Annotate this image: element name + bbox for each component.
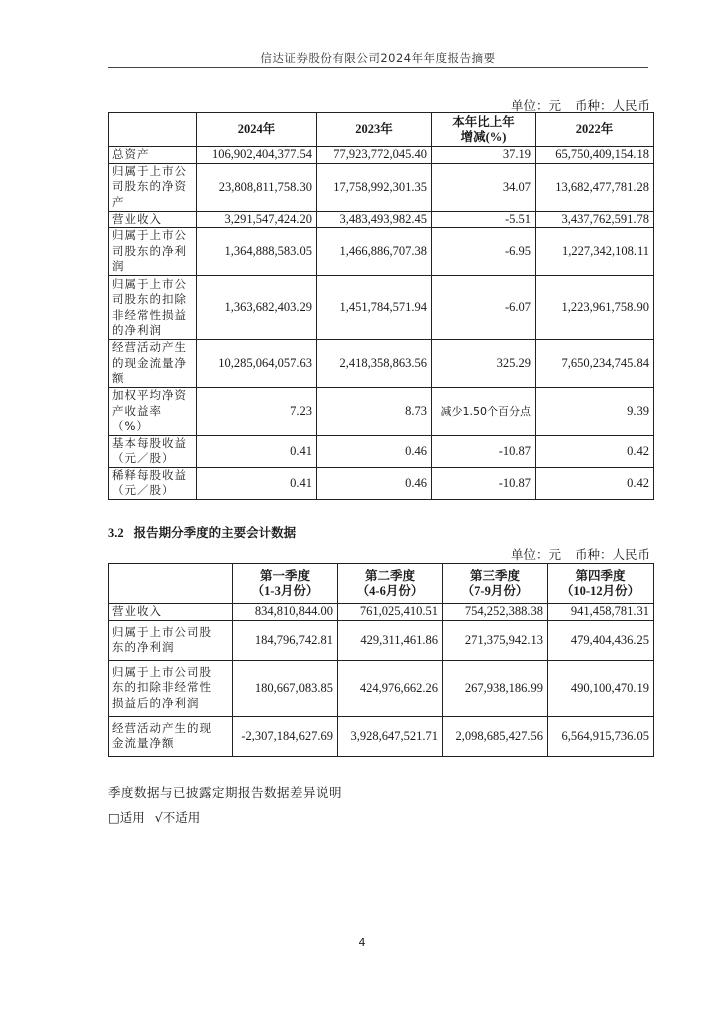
- quarterly-table-header-row: [109, 564, 654, 604]
- value-cell: 1,227,342,108.11: [536, 228, 654, 276]
- value-cell: -10.87: [432, 435, 536, 467]
- value-cell: 3,483,493,982.45: [317, 211, 432, 228]
- value-cell: 7,650,234,745.84: [536, 340, 654, 388]
- value-cell: 941,458,781.31: [548, 604, 654, 621]
- row-label: 归属于上市公 司股东的净利 润: [109, 228, 197, 276]
- row-label: 经营活动产生的现 金流量净额: [109, 716, 233, 756]
- value-cell: -5.51: [432, 211, 536, 228]
- value-cell: 0.46: [317, 435, 432, 467]
- section-title-text: 报告期分季度的主要会计数据: [133, 525, 297, 540]
- table-row: [109, 228, 654, 276]
- header-divider: [108, 67, 648, 68]
- value-cell: 1,363,682,403.29: [197, 276, 317, 340]
- value-cell: 424,976,662.26: [338, 660, 443, 716]
- value-cell: 23,808,811,758.30: [197, 163, 317, 211]
- table-row: [109, 620, 654, 660]
- value-cell: 7.23: [197, 388, 317, 436]
- row-label: 经营活动产生 的现金流量净 额: [109, 340, 197, 388]
- table-row: [109, 604, 654, 621]
- value-cell: 761,025,410.51: [338, 604, 443, 621]
- value-cell: -6.07: [432, 276, 536, 340]
- table-row: [109, 660, 654, 716]
- header-cell: 第二季度 （4-6月份）: [338, 564, 443, 604]
- value-cell: -10.87: [432, 467, 536, 499]
- value-cell: 0.46: [317, 467, 432, 499]
- value-cell: 减少1.50个百分点: [432, 388, 536, 436]
- section-number: 3.2: [108, 526, 124, 540]
- table-row: [109, 467, 654, 499]
- option-not-applicable: √不适用: [154, 810, 201, 825]
- value-cell: 754,252,388.38: [443, 604, 548, 621]
- currency-label: 币种：人民币: [574, 547, 650, 562]
- table-row: [109, 276, 654, 340]
- row-label: 归属于上市公司股 东的扣除非经常性 损益后的净利润: [109, 660, 233, 716]
- currency-label: 币种：人民币: [574, 98, 650, 113]
- value-cell: 271,375,942.13: [443, 620, 548, 660]
- value-cell: 184,796,742.81: [233, 620, 338, 660]
- value-cell: 0.42: [536, 467, 654, 499]
- value-cell: -6.95: [432, 228, 536, 276]
- value-cell: 479,404,436.25: [548, 620, 654, 660]
- value-cell: 17,758,992,301.35: [317, 163, 432, 211]
- row-label: 营业收入: [109, 211, 197, 228]
- row-label: 基本每股收益 （元／股）: [109, 435, 197, 467]
- value-cell: -2,307,184,627.69: [233, 716, 338, 756]
- annual-table-header-row: [109, 113, 654, 147]
- header-cell: [109, 113, 197, 147]
- value-cell: 3,437,762,591.78: [536, 211, 654, 228]
- value-cell: 1,466,886,707.38: [317, 228, 432, 276]
- table-row: [109, 388, 654, 436]
- row-label: 归属于上市公 司股东的扣除 非经常性损益 的净利润: [109, 276, 197, 340]
- table-row: [109, 435, 654, 467]
- header-cell: 2023年: [317, 113, 432, 147]
- row-label: 营业收入: [109, 604, 233, 621]
- header-cell: 第三季度 （7-9月份）: [443, 564, 548, 604]
- header-cell: 第四季度 （10-12月份）: [548, 564, 654, 604]
- row-label: 归属于上市公 司股东的净资 产: [109, 163, 197, 211]
- value-cell: 490,100,470.19: [548, 660, 654, 716]
- section-title: [108, 523, 296, 541]
- page-number: 4: [358, 936, 366, 949]
- option-applicable: □适用: [108, 810, 145, 825]
- value-cell: 8.73: [317, 388, 432, 436]
- unit-line-2: [511, 545, 650, 563]
- unit-label: 单位：元: [510, 547, 561, 562]
- value-cell: 0.41: [197, 467, 317, 499]
- unit-label: 单位：元: [510, 98, 561, 113]
- value-cell: 1,451,784,571.94: [317, 276, 432, 340]
- page-header: 信达证券股份有限公司2024年年度报告摘要: [260, 51, 496, 65]
- row-label: 加权平均净资 产收益率（%）: [109, 388, 197, 436]
- value-cell: 106,902,404,377.54: [197, 147, 317, 164]
- value-cell: 1,364,888,583.05: [197, 228, 317, 276]
- header-cell: 2024年: [197, 113, 317, 147]
- value-cell: 10,285,064,057.63: [197, 340, 317, 388]
- value-cell: 2,098,685,427.56: [443, 716, 548, 756]
- value-cell: 429,311,461.86: [338, 620, 443, 660]
- value-cell: 834,810,844.00: [233, 604, 338, 621]
- value-cell: 0.42: [536, 435, 654, 467]
- value-cell: 180,667,083.85: [233, 660, 338, 716]
- row-label: 稀释每股收益 （元／股）: [109, 467, 197, 499]
- value-cell: 0.41: [197, 435, 317, 467]
- row-label: 归属于上市公司股 东的净利润: [109, 620, 233, 660]
- header-cell: 2022年: [536, 113, 654, 147]
- value-cell: 3,928,647,521.71: [338, 716, 443, 756]
- value-cell: 37.19: [432, 147, 536, 164]
- table-row: [109, 163, 654, 211]
- quarterly-difference-note: 季度数据与已披露定期报告数据差异说明: [108, 785, 343, 800]
- value-cell: 13,682,477,781.28: [536, 163, 654, 211]
- value-cell: 325.29: [432, 340, 536, 388]
- value-cell: 2,418,358,863.56: [317, 340, 432, 388]
- header-cell: 本年比上年 增减(%): [432, 113, 536, 147]
- header-cell: [109, 564, 233, 604]
- value-cell: 1,223,961,758.90: [536, 276, 654, 340]
- value-cell: 77,923,772,045.40: [317, 147, 432, 164]
- table-row: [109, 716, 654, 756]
- applicability-options: [108, 808, 206, 826]
- value-cell: 6,564,915,736.05: [548, 716, 654, 756]
- table-row: [109, 211, 654, 228]
- table-row: [109, 340, 654, 388]
- header-cell: 第一季度 （1-3月份）: [233, 564, 338, 604]
- annual-data-table: [108, 112, 654, 500]
- value-cell: 3,291,547,424.20: [197, 211, 317, 228]
- row-label: 总资产: [109, 147, 197, 164]
- quarterly-data-table: [108, 563, 654, 757]
- value-cell: 65,750,409,154.18: [536, 147, 654, 164]
- table-row: [109, 147, 654, 164]
- value-cell: 9.39: [536, 388, 654, 436]
- value-cell: 34.07: [432, 163, 536, 211]
- value-cell: 267,938,186.99: [443, 660, 548, 716]
